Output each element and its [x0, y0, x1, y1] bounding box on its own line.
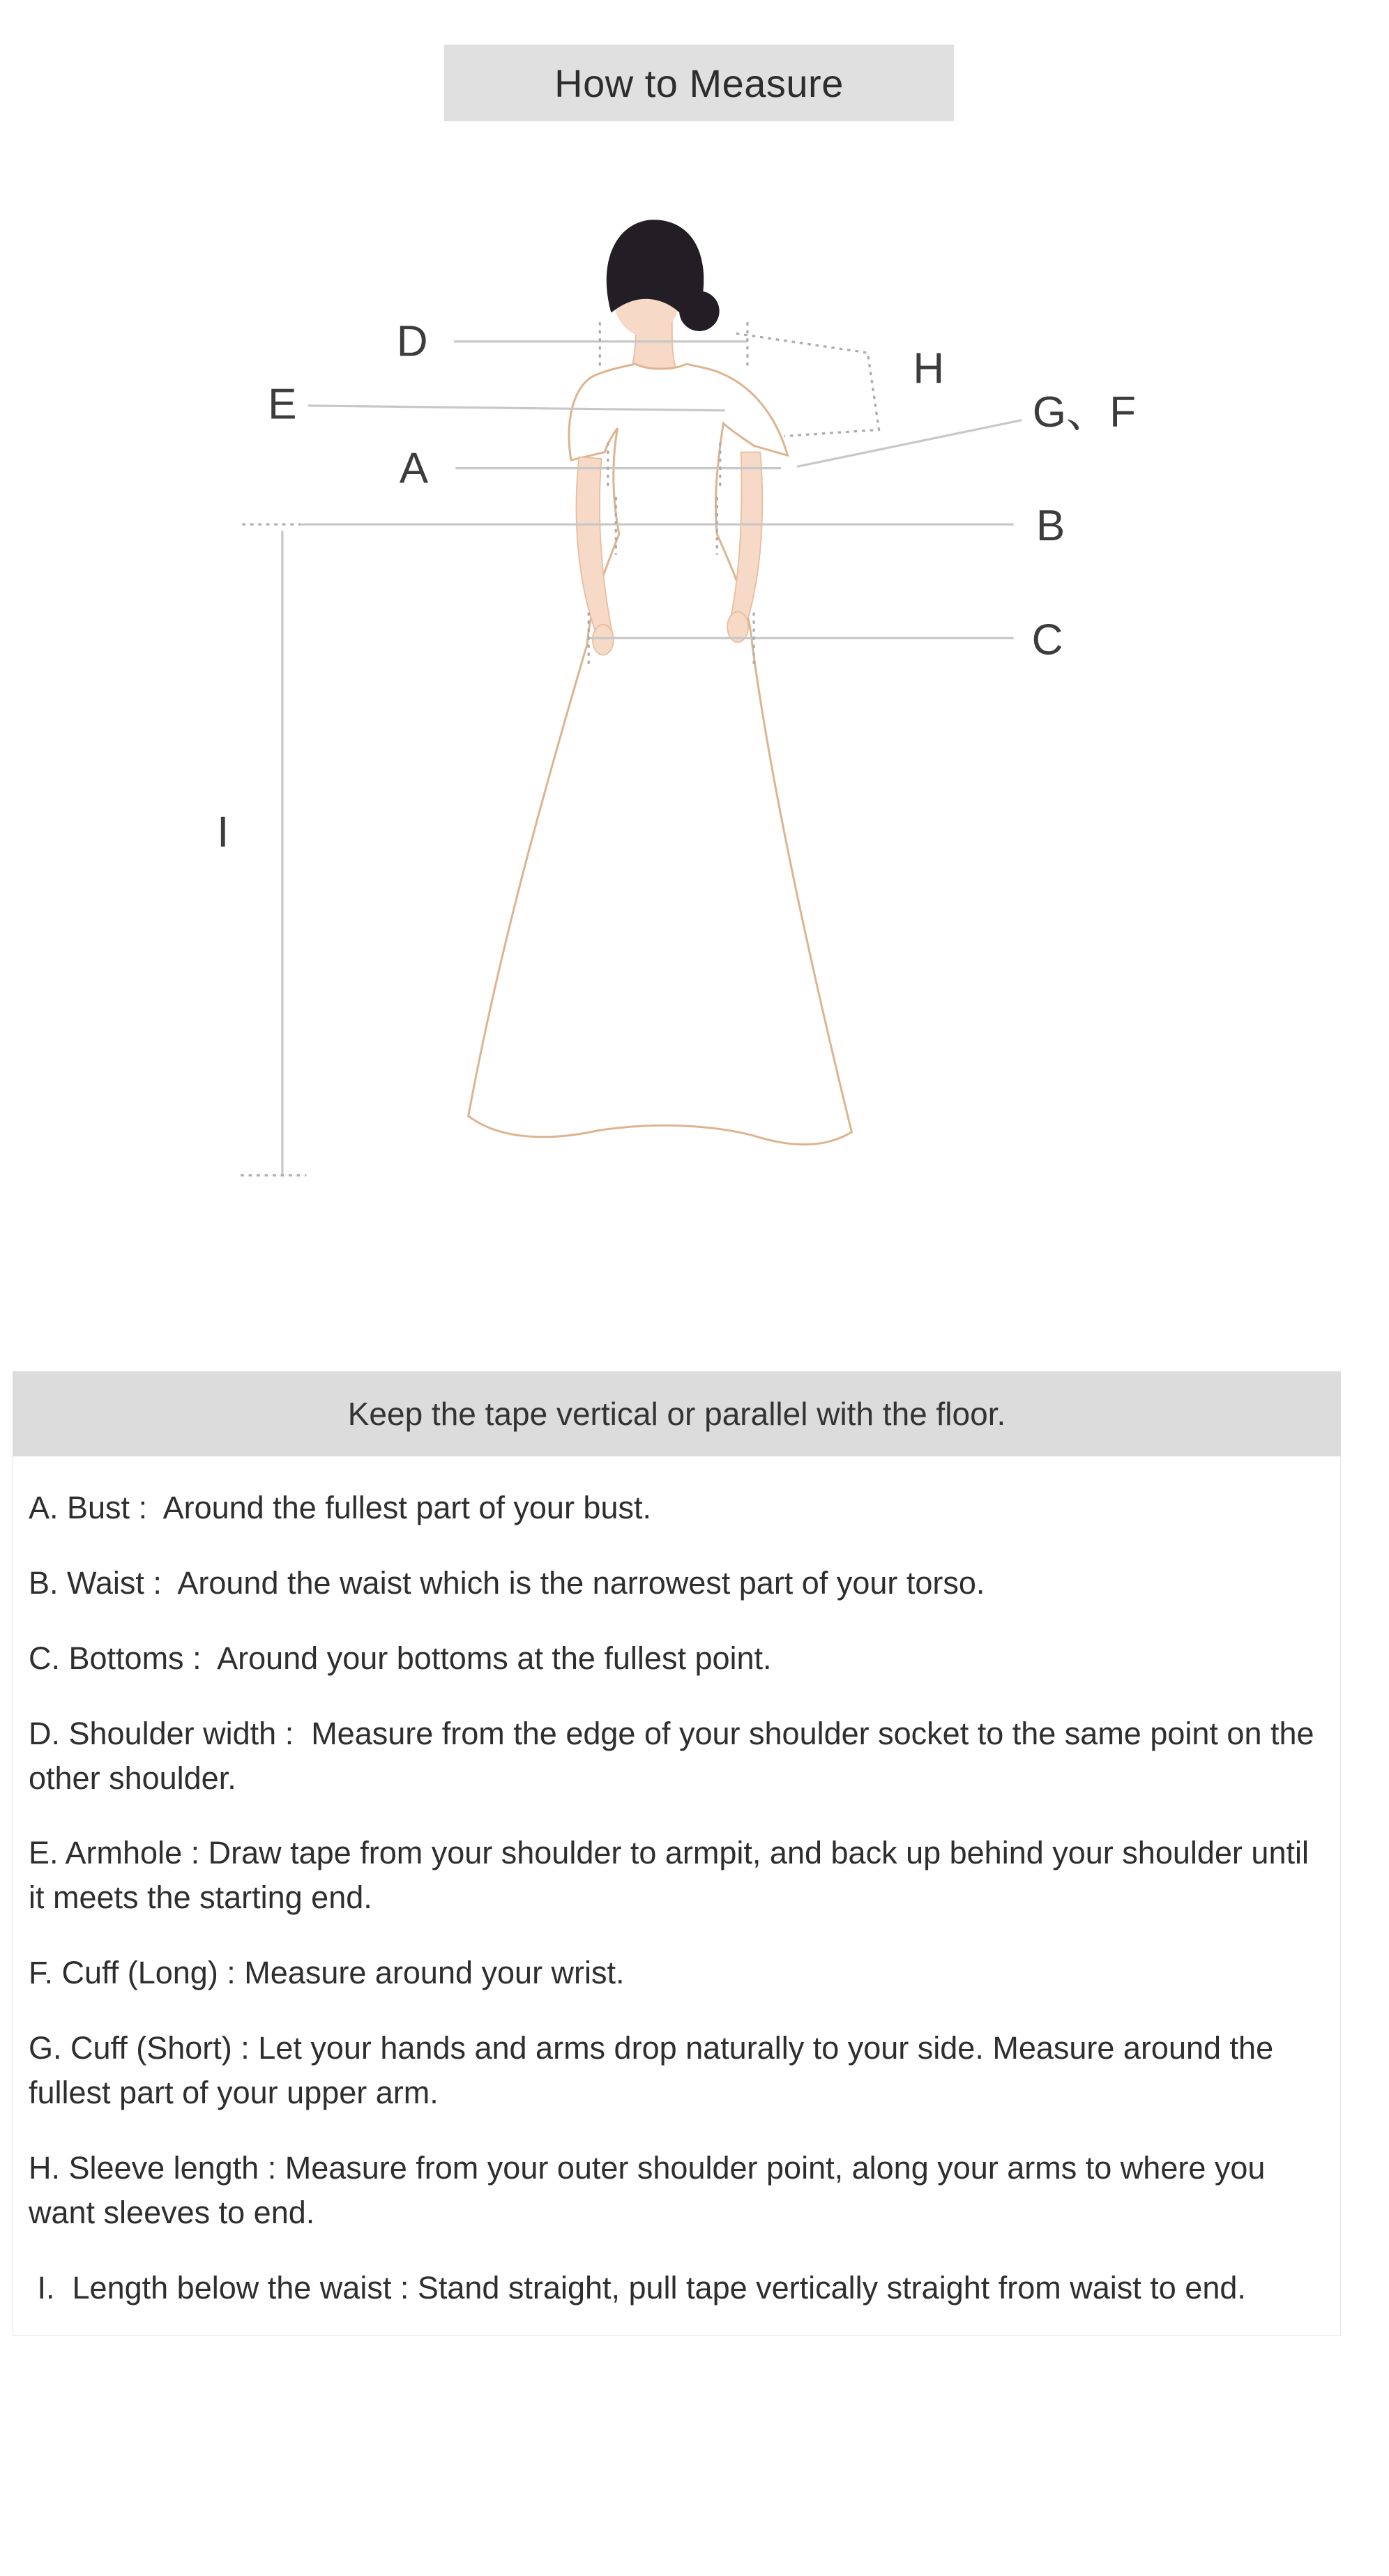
instruction-waist: B. Waist : Around the waist which is the narrowest part of your torso.: [29, 1564, 985, 1601]
instruction-armhole: E. Armhole : Draw tape from your shoulder to armpit, and back up behind your shoulder until it meets the starting end.: [29, 1835, 1318, 1916]
instruction-length-below-waist: I. Length below the waist : Stand straight, pull tape vertically straight from waist to end.: [29, 2269, 1246, 2306]
tape-note-bar: Keep the tape vertical or parallel with the floor.: [13, 1371, 1341, 1456]
label-sleeve-length: H: [913, 344, 945, 393]
measurement-diagram: [0, 160, 1389, 1283]
figure-left-hand: [593, 625, 614, 655]
instruction-sleeve-length: H. Sleeve length : Measure from your outer shoulder point, along your arms to where you want sleeves to end.: [29, 2149, 1274, 2230]
label-cuffs: G、F: [1032, 388, 1137, 436]
label-length-below-waist: I: [217, 808, 229, 857]
cuff-pointer-line: [797, 420, 1022, 467]
figure-hair-bun: [679, 291, 720, 331]
label-waist: B: [1035, 502, 1065, 551]
instruction-bust: A. Bust : Around the fullest part of your bust.: [29, 1490, 651, 1525]
instruction-cuff-short: G. Cuff (Short) : Let your hands and arms drop naturally to your side. Measure around the fullest part of your upper arm.: [29, 2030, 1282, 2111]
instructions-list: [13, 1456, 1341, 2336]
instruction-bottoms: C. Bottoms : Around your bottoms at the fullest point.: [29, 1640, 772, 1676]
instruction-cuff-long: F. Cuff (Long) : Measure around your wrist.: [29, 1955, 625, 1991]
label-armhole: E: [268, 380, 297, 429]
page-title: How to Measure: [444, 45, 954, 121]
label-bust: A: [399, 444, 429, 493]
figure-illustration: [469, 220, 852, 1145]
figure-dress: [469, 364, 852, 1145]
label-bottoms: C: [1031, 616, 1063, 664]
figure-right-arm: [730, 452, 763, 630]
instruction-shoulder-width: D. Shoulder width : Measure from the edge of your shoulder socket to the same point on the other shoulder.: [29, 1715, 1323, 1796]
label-shoulder-width: D: [396, 317, 428, 366]
